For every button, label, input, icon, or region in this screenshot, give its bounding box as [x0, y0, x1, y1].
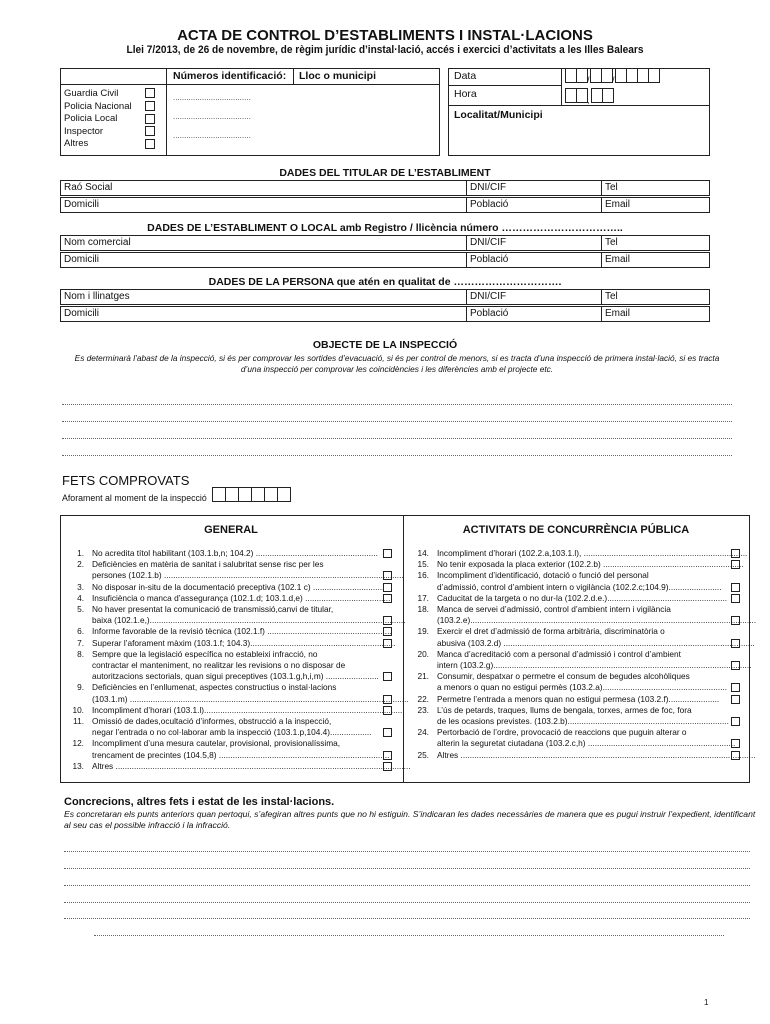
general-item-text: trencament de precintes (104.5,8) ..........................................................................: [92, 749, 390, 760]
capacity-digit-boxes[interactable]: [212, 487, 290, 505]
public-item-text: Caducitat de la targeta o no dur-la (102.2.d.e.)....................................................: [437, 592, 728, 603]
inspection-line-3[interactable]: [62, 438, 732, 439]
inspector-box: [60, 68, 440, 156]
public-item-text: Manca de servei d’admissió, control d’ambient intern i vigilància: [437, 604, 671, 614]
general-item: [70, 760, 411, 772]
role-policia-local: Policia Local: [64, 113, 118, 125]
public-item-checkbox[interactable]: [731, 560, 740, 569]
public-item-text: alterin la seguretat ciutadana (103.2.c,h) ................................................................: [437, 738, 736, 749]
concretions-line-4[interactable]: [64, 902, 750, 903]
role-inspector: Inspector: [64, 125, 104, 137]
inspection-note-2: d’una inspecció per comprovar les coincidències i les diferències amb el projecte etc.: [240, 364, 554, 374]
general-item: [70, 682, 409, 704]
general-item-number: 1.: [77, 548, 84, 558]
public-item-number: 19.: [417, 626, 429, 637]
general-item-checkbox[interactable]: [383, 583, 392, 592]
public-item: [415, 570, 740, 592]
public-item-text: de les ocasions previstes. (103.2.b)......................................................................: [437, 715, 729, 726]
public-item-text: abusiva (103.2.d) .............................................................................................................: [437, 637, 755, 648]
public-item-text: intern (103.2.g)................................................................................................................: [437, 659, 752, 670]
general-item-checkbox[interactable]: [383, 706, 392, 715]
public-item-number: 24.: [417, 727, 429, 738]
place-column-header: Lloc o municipi: [299, 70, 377, 82]
general-item-checkbox[interactable]: [383, 571, 392, 580]
general-item: [70, 738, 392, 760]
public-item: [415, 604, 757, 626]
public-item-checkbox[interactable]: [731, 739, 740, 748]
public-item-text: No tenir exposada la placa exterior (102.2.b) .............................................................: [437, 559, 744, 570]
role-policia-nacional-checkbox[interactable]: [145, 101, 155, 111]
general-title: GENERAL: [204, 524, 258, 536]
general-item-checkbox[interactable]: [383, 627, 392, 636]
public-item-number: 22.: [417, 693, 429, 704]
general-item-text: negar l’entrada o no col·laborar amb la inspecció (103.1.p,104.4)..................: [92, 727, 372, 738]
general-item-number: 12.: [72, 738, 84, 749]
public-item-checkbox[interactable]: [731, 594, 740, 603]
id-field-1[interactable]: ...................................: [173, 93, 251, 102]
general-item-text: No disposar in-situ de la documentació preceptiva (102.1 c) ...............................: [92, 581, 385, 592]
public-item-checkbox[interactable]: [731, 639, 740, 648]
general-item-text: Incompliment d’una mesura cautelar, provisional, provisionalíssima,: [92, 738, 341, 749]
general-item-text: Insuficiència o manca d’assegurança (102.1.d; 103.1.d,e) ......................................: [92, 592, 393, 603]
public-item: [415, 626, 755, 648]
public-item-number: 14.: [417, 548, 429, 558]
general-item-number: 10.: [72, 704, 84, 715]
capacity-label: Aforament al moment de la inspecció: [62, 493, 207, 503]
general-item-text: No haver presentat la comunicació de transmissió,canvi de titular,: [92, 604, 334, 614]
public-item-text: Pertorbació de l’ordre, provocació de reaccions que puguin alterar o: [437, 727, 687, 738]
general-item: [70, 593, 392, 604]
page-number: 1: [704, 998, 709, 1007]
general-item: [70, 626, 392, 637]
person-row-2[interactable]: Domicili Població Email: [60, 306, 710, 322]
general-item-number: 11.: [73, 716, 84, 726]
public-item-text: L’ús de petards, traques, llums de bengala, torxes, armes de foc, fora: [437, 704, 692, 715]
role-altres: Altres: [64, 138, 89, 150]
general-item-text: No acredita títol habilitant (103.1.b,n; 104.2) .....................................................: [92, 548, 378, 558]
inspection-note-1: Es determinarà l’abast de la inspecció, si és per comprovar les sortides d’evacuació, si és per control de menors, si es tracta d’una inspecció de primera instal·lació, si es tracta: [74, 353, 720, 363]
general-item-checkbox[interactable]: [383, 672, 392, 681]
public-item-text: d’admissió, control d’ambient intern o vigilància (102.2.c;104.9).......................: [437, 581, 722, 592]
public-item: [415, 705, 740, 727]
concretions-line-2[interactable]: [64, 868, 750, 869]
general-item-text: contractar el manteniment, no realitzar les revisions o no disposar de: [92, 659, 346, 670]
role-policia-nacional: Policia Nacional: [64, 100, 132, 112]
general-item-text: (103.1.m) .........................................................................................................................: [92, 693, 409, 704]
role-guardia-civil-checkbox[interactable]: [145, 88, 155, 98]
inspection-line-4[interactable]: [62, 455, 732, 456]
public-item-number: 15.: [417, 559, 429, 570]
public-item-checkbox[interactable]: [731, 616, 740, 625]
general-item-text: Altres ................................................................................................................................: [92, 760, 411, 771]
public-item-number: 23.: [417, 704, 429, 715]
id-field-3[interactable]: ...................................: [173, 131, 251, 140]
general-item-text: Deficiències en l’enllumenat, aspectes constructius o instal·lacions: [92, 682, 337, 693]
role-policia-local-checkbox[interactable]: [145, 114, 155, 124]
public-item: [415, 694, 740, 705]
general-item-number: 13.: [72, 760, 84, 771]
general-item-number: 8.: [77, 648, 84, 659]
general-item: [70, 559, 404, 581]
general-item-text: Omissió de dades,ocultació d’informes, obstrucció a la inspecció,: [92, 716, 332, 726]
general-item-number: 4.: [77, 592, 84, 603]
public-item: [415, 727, 740, 749]
date-label: Data: [454, 70, 477, 82]
public-item-number: 18.: [417, 604, 429, 614]
public-item-text: Manca d’acreditació com a personal d’admissió i control d’ambient: [437, 648, 681, 659]
owner-section-title: DADES DEL TITULAR DE L’ESTABLIMENT: [279, 167, 491, 179]
general-item-number: 6.: [77, 626, 84, 637]
concretions-line-1[interactable]: [64, 851, 750, 852]
date-digit-boxes[interactable]: / /: [565, 68, 659, 86]
establishment-section-title: DADES DE L’ESTABLIMENT O LOCAL amb Registro / llicència número ……………………………..: [147, 222, 623, 234]
owner-row-2[interactable]: Domicili Població Email: [60, 197, 710, 213]
public-item-text: Consumir, despatxar o permetre el consum de begudes alcohòliques: [437, 671, 690, 682]
id-field-2[interactable]: ...................................: [173, 112, 251, 121]
inspection-line-2[interactable]: [62, 421, 732, 422]
public-item-text: a menors o quan no estigui permès (103.2.a)......................................................: [437, 682, 728, 693]
concretions-note-1: Es concretaran els punts anteriors quan pertoqui, s’afegiran altres punts que no hi estiguin. S’indicaran les dades necessàries de manera que es pugui instruir l’expedient, identificant: [64, 809, 756, 819]
role-altres-checkbox[interactable]: [145, 139, 155, 149]
public-item: [415, 548, 748, 559]
public-item-number: 17.: [417, 592, 429, 603]
public-item-checkbox[interactable]: [731, 751, 740, 760]
general-item: [70, 716, 392, 738]
general-item-text: autoritzacions sectorials, quan sigui preceptives (103.1.g,h,i,m) .......................: [92, 671, 379, 682]
public-item-number: 21.: [417, 671, 429, 682]
public-item: [415, 671, 740, 693]
public-item: [415, 749, 756, 761]
person-section-title: DADES DE LA PERSONA que atén en qualitat de ………………………….: [208, 276, 562, 288]
public-item: [415, 559, 744, 570]
public-item-text: Altres ................................................................................................................................: [437, 749, 756, 760]
public-item-number: 25.: [417, 749, 429, 760]
general-item: [70, 704, 403, 716]
public-item-number: 16.: [417, 570, 429, 581]
inspection-title: OBJECTE DE LA INSPECCIÓ: [312, 339, 458, 351]
general-item-text: persones (102.1.b) ........................................................................................................: [92, 570, 404, 581]
role-inspector-checkbox[interactable]: [145, 126, 155, 136]
general-item-number: 2.: [77, 559, 84, 570]
general-item-checkbox[interactable]: [383, 695, 392, 704]
public-item-checkbox[interactable]: [731, 549, 740, 558]
establishment-row-1[interactable]: Nom comercial DNI/CIF Tel: [60, 235, 710, 251]
concretions-line-6[interactable]: [94, 935, 724, 936]
public-item-checkbox[interactable]: [731, 583, 740, 592]
general-item-checkbox[interactable]: [383, 762, 392, 771]
general-item-text: Sempre que la legislació específica no estableixi infracció, no: [92, 648, 318, 659]
public-title: ACTIVITATS DE CONCURRÈNCIA PÚBLICA: [462, 524, 690, 536]
general-item-number: 7.: [77, 637, 84, 648]
time-label: Hora: [454, 88, 477, 100]
public-item-text: (103.2.e)............................................................................................................................: [437, 615, 757, 626]
establishment-row-2[interactable]: Domicili Població Email: [60, 252, 710, 268]
owner-row-1[interactable]: Raó Social DNI/CIF Tel: [60, 180, 710, 196]
general-item: [70, 582, 392, 593]
public-item-checkbox[interactable]: [731, 661, 740, 670]
general-item-number: 5.: [77, 604, 84, 614]
public-item-checkbox[interactable]: [731, 683, 740, 692]
general-item-text: Superar l’aforament màxim (103.1.f; 104.3)...............................................................: [92, 637, 396, 648]
general-item-text: Incompliment d’horari (103.1.l)......................................................................................: [92, 704, 403, 715]
concretions-title: Concrecions, altres fets i estat de les instal·lacions.: [64, 796, 335, 808]
role-guardia-civil: Guardia Civil: [64, 88, 119, 99]
general-item: [70, 604, 406, 626]
locality-label: Localitat/Municipi: [454, 109, 543, 121]
inspection-line-1[interactable]: [62, 404, 732, 405]
general-item-text: baixa (102.1.e,)...............................................................................................................: [92, 615, 406, 626]
general-item-checkbox[interactable]: [383, 728, 392, 737]
general-item-text: Informe favorable de la revisió tècnica (102.1.f) ......................................................: [92, 626, 392, 637]
public-item-checkbox[interactable]: [731, 717, 740, 726]
general-item-checkbox[interactable]: [383, 616, 392, 625]
general-item-checkbox[interactable]: [383, 549, 392, 558]
general-item-number: 9.: [77, 682, 84, 693]
ids-column-header: Números identificació:: [173, 70, 287, 82]
public-item-text: Exercir el dret d’admissió de forma arbitrària, discriminatòria o: [437, 626, 665, 637]
time-digit-boxes[interactable]: ,: [565, 88, 613, 106]
person-row-1[interactable]: Nom i llinatges DNI/CIF Tel: [60, 289, 710, 305]
general-item-text: Deficiències en matèria de sanitat i salubritat sense risc per les: [92, 559, 324, 570]
general-item-number: 3.: [77, 581, 84, 592]
facts-title: FETS COMPROVATS: [62, 473, 190, 488]
document-subtitle: Llei 7/2013, de 26 de novembre, de règim jurídic d’instal·lació, accés i exercici d’activitats a les Illes Balears: [126, 44, 644, 56]
public-item-text: Incompliment d’horari (102.2.a,103.1.l), .......................................................................: [437, 548, 748, 558]
public-item: [415, 593, 740, 604]
public-item: [415, 648, 752, 671]
general-item-checkbox[interactable]: [383, 639, 392, 648]
public-item-text: Permetre l’entrada a menors quan no estigui permesa (103.2.f)......................: [437, 693, 720, 704]
public-item-text: Incompliment d’identificació, dotació o funció del personal: [437, 570, 649, 581]
public-item-checkbox[interactable]: [731, 695, 740, 704]
document-title: ACTA DE CONTROL D’ESTABLIMENTS I INSTAL·LACIONS: [177, 27, 593, 44]
concretions-note-2: al seu cas el possible infracció i la infracció.: [64, 820, 231, 830]
public-item-number: 20.: [417, 648, 429, 659]
general-item: [70, 637, 396, 649]
general-item: [70, 548, 392, 559]
concretions-line-5[interactable]: [64, 918, 750, 919]
general-item-checkbox[interactable]: [383, 751, 392, 760]
concretions-line-3[interactable]: [64, 885, 750, 886]
general-item-checkbox[interactable]: [383, 594, 392, 603]
general-item: [70, 649, 392, 683]
